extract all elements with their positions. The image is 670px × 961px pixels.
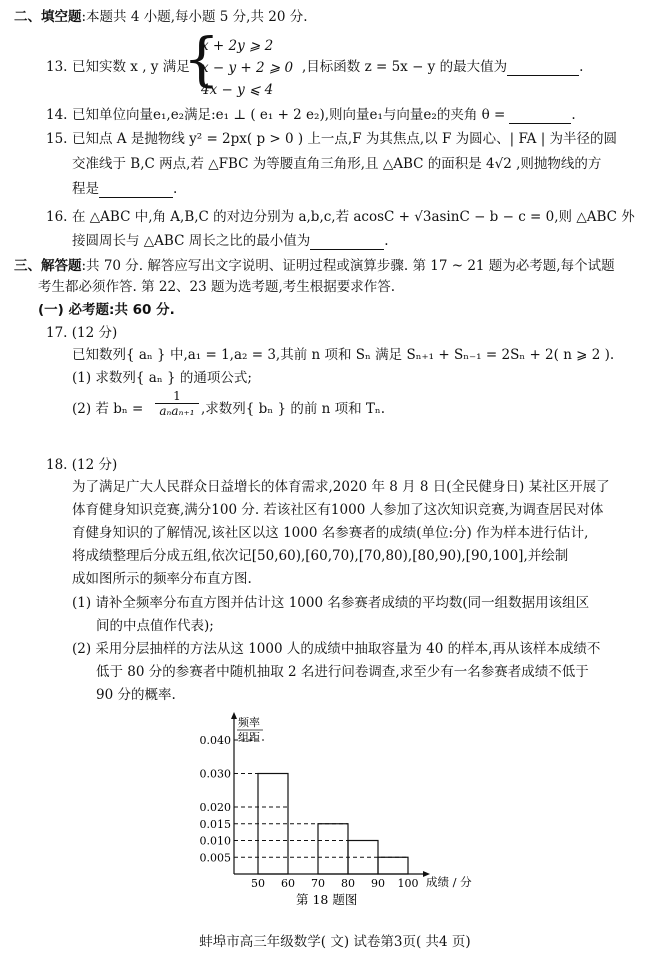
q15-line-2: 交准线于 B,C 两点,若 △FBC 为等腰直角三角形,且 △ABC 的面积是 4√2 ,则抛物线的方 bbox=[72, 156, 602, 172]
q13-constraint-3: 4x − y ⩽ 4 bbox=[201, 82, 274, 98]
q18-part-1-line-1: (1) 请补全频率分布直方图并估计这 1000 名参赛者成绩的平均数(同一组数据用该组区 bbox=[72, 595, 590, 611]
q17-part-1: (1) 求数列{ aₙ } 的通项公式; bbox=[72, 370, 252, 386]
dashed-gridlines bbox=[234, 740, 408, 857]
q14-end: . bbox=[571, 107, 576, 123]
y-axis-label-top: 频率 bbox=[238, 716, 260, 729]
axes bbox=[231, 712, 430, 877]
section-3-line-2: 考生都必须作答. 第 22、23 题为选考题,考生根据要求作答. bbox=[38, 279, 396, 295]
part-1-heading: (一) 必考题:共 60 分. bbox=[38, 302, 175, 318]
q15-line-3-text: 程是 bbox=[72, 181, 99, 197]
axis-labels bbox=[200, 734, 419, 890]
histogram-bars bbox=[258, 774, 408, 875]
section-2-heading bbox=[14, 8, 308, 26]
q15-number: 15. bbox=[46, 131, 68, 147]
q13-suffix bbox=[302, 58, 583, 76]
q17-fraction-numerator: 1 bbox=[155, 389, 199, 404]
q18-line-1: 为了满足广大人民群众日益增长的体育需求,2020 年 8 月 8 日(全民健身日) 某社区开展了 bbox=[72, 479, 610, 495]
q17-part-2-suffix: ,求数列{ bₙ } 的前 n 项和 Tₙ. bbox=[201, 401, 386, 417]
q16-answer-blank[interactable] bbox=[310, 235, 384, 250]
y-axis-arrow bbox=[231, 712, 237, 719]
section-3-heading bbox=[14, 257, 615, 275]
q13-end: . bbox=[579, 59, 584, 75]
q14-answer-blank[interactable] bbox=[509, 109, 571, 124]
histogram-bar-70-80 bbox=[318, 824, 348, 874]
frequency-histogram bbox=[190, 708, 490, 918]
histogram-bar-90-100 bbox=[378, 857, 408, 874]
q13-brace: { bbox=[183, 25, 220, 93]
q16-line-1: 在 △ABC 中,角 A,B,C 的对边分别为 a,b,c,若 acosC + √3asinC − b − c = 0,则 △ABC 外 bbox=[72, 209, 635, 225]
x-tick-label: 80 bbox=[341, 877, 355, 890]
page-footer: 蚌埠市高三年级数学( 文) 试卷第3页( 共4 页) bbox=[199, 934, 471, 950]
chart-caption: 第 18 题图 bbox=[296, 892, 358, 907]
q18-line-5: 成如图所示的频率分布直方图. bbox=[72, 571, 252, 587]
q13-answer-blank[interactable] bbox=[507, 61, 579, 76]
q13-constraint-2: x − y + 2 ⩾ 0 bbox=[201, 60, 294, 76]
q18-line-4: 将成绩整理后分成五组,依次记[50,60),[60,70),[70,80),[80,90),[90,100],并绘制 bbox=[72, 548, 569, 564]
section-2-title: 二、填空题 bbox=[14, 9, 82, 25]
y-tick-label: 0.040 bbox=[199, 734, 231, 747]
q17-fraction-denominator: aₙaₙ₊₁ bbox=[159, 404, 195, 418]
q16-end: . bbox=[384, 233, 389, 249]
q17-line-1: 已知数列{ aₙ } 中,a₁ = 1,a₂ = 3,其前 n 项和 Sₙ 满足 Sₙ₊₁ + Sₙ₋₁ = 2Sₙ + 2( n ⩾ 2 ). bbox=[72, 347, 615, 363]
x-tick-label: 70 bbox=[311, 877, 325, 890]
q14-number: 14. bbox=[46, 107, 68, 123]
q15-line-3 bbox=[72, 180, 177, 198]
q18-line-2: 体育健身知识竞赛,满分100 分. 若该社区有1000 人参加了这次知识竞赛,为调查居民对体 bbox=[72, 502, 604, 518]
section-2-desc: :本题共 4 小题,每小题 5 分,共 20 分. bbox=[81, 9, 308, 25]
y-axis-label-bottom: 组距 bbox=[238, 731, 260, 744]
y-tick-label: 0.010 bbox=[199, 834, 231, 848]
x-tick-label: 60 bbox=[281, 877, 295, 890]
x-axis-label: 成绩 / 分 bbox=[426, 875, 472, 889]
q18-heading: 18. (12 分) bbox=[46, 457, 118, 473]
q18-part-2-line-1: (2) 采用分层抽样的方法从这 1000 人的成绩中抽取容量为 40 的样本,再从该样本成绩不 bbox=[72, 641, 601, 657]
y-tick-label: 0.030 bbox=[199, 767, 231, 781]
q16-line-2 bbox=[72, 232, 389, 250]
q17-fraction bbox=[155, 389, 199, 418]
q15-end: . bbox=[173, 181, 178, 197]
q17-heading: 17. (12 分) bbox=[46, 325, 118, 341]
q13-constraint-1: x + 2y ⩾ 2 bbox=[201, 38, 274, 54]
y-tick-label: 0.020 bbox=[199, 801, 231, 814]
q15-line-1: 已知点 A 是抛物线 y² = 2px( p > 0 ) 上一点,F 为其焦点,以 F 为圆心、| FA | 为半径的圆 bbox=[72, 131, 618, 147]
q16-line-2-text: 接圆周长与 △ABC 周长之比的最小值为 bbox=[72, 233, 311, 249]
q18-part-2-line-2: 低于 80 分的参赛者中随机抽取 2 名进行问卷调查,求至少有一名参赛者成绩不低于 bbox=[96, 664, 589, 680]
q18-part-1-line-2: 间的中点值作代表); bbox=[96, 618, 214, 634]
q14-text: 已知单位向量e₁,e₂满足:e₁ ⊥ ( e₁ + 2 e₂),则向量e₁与向量e₂的夹角 θ = bbox=[72, 107, 506, 123]
section-3-title: 三、解答题 bbox=[14, 258, 82, 274]
q13-prefix: 已知实数 x , y 满足 bbox=[72, 59, 190, 75]
q17-part-2-prefix: (2) 若 bₙ = bbox=[72, 401, 144, 417]
q13-suffix-text: ,目标函数 z = 5x − y 的最大值为 bbox=[302, 59, 508, 75]
x-tick-label: 100 bbox=[397, 877, 419, 890]
section-3-line-1: :共 70 分. 解答应写出文字说明、证明过程或演算步骤. 第 17 ~ 21 题为必考题,每个试题 bbox=[81, 258, 615, 274]
y-tick-label: 0.005 bbox=[199, 851, 231, 865]
q13-number: 13. bbox=[46, 59, 68, 75]
x-tick-label: 90 bbox=[371, 877, 385, 890]
q18-part-2-line-3: 90 分的概率. bbox=[96, 687, 176, 703]
q16-number: 16. bbox=[46, 209, 68, 225]
x-tick-label: 50 bbox=[251, 877, 265, 890]
q15-answer-blank[interactable] bbox=[99, 183, 173, 198]
q14-line bbox=[72, 106, 576, 124]
y-tick-label: 0.015 bbox=[199, 817, 231, 831]
q18-line-3: 育健身知识的了解情况,该社区以这 1000 名参赛者的成绩(单位:分) 作为样本进行估计, bbox=[72, 525, 589, 541]
